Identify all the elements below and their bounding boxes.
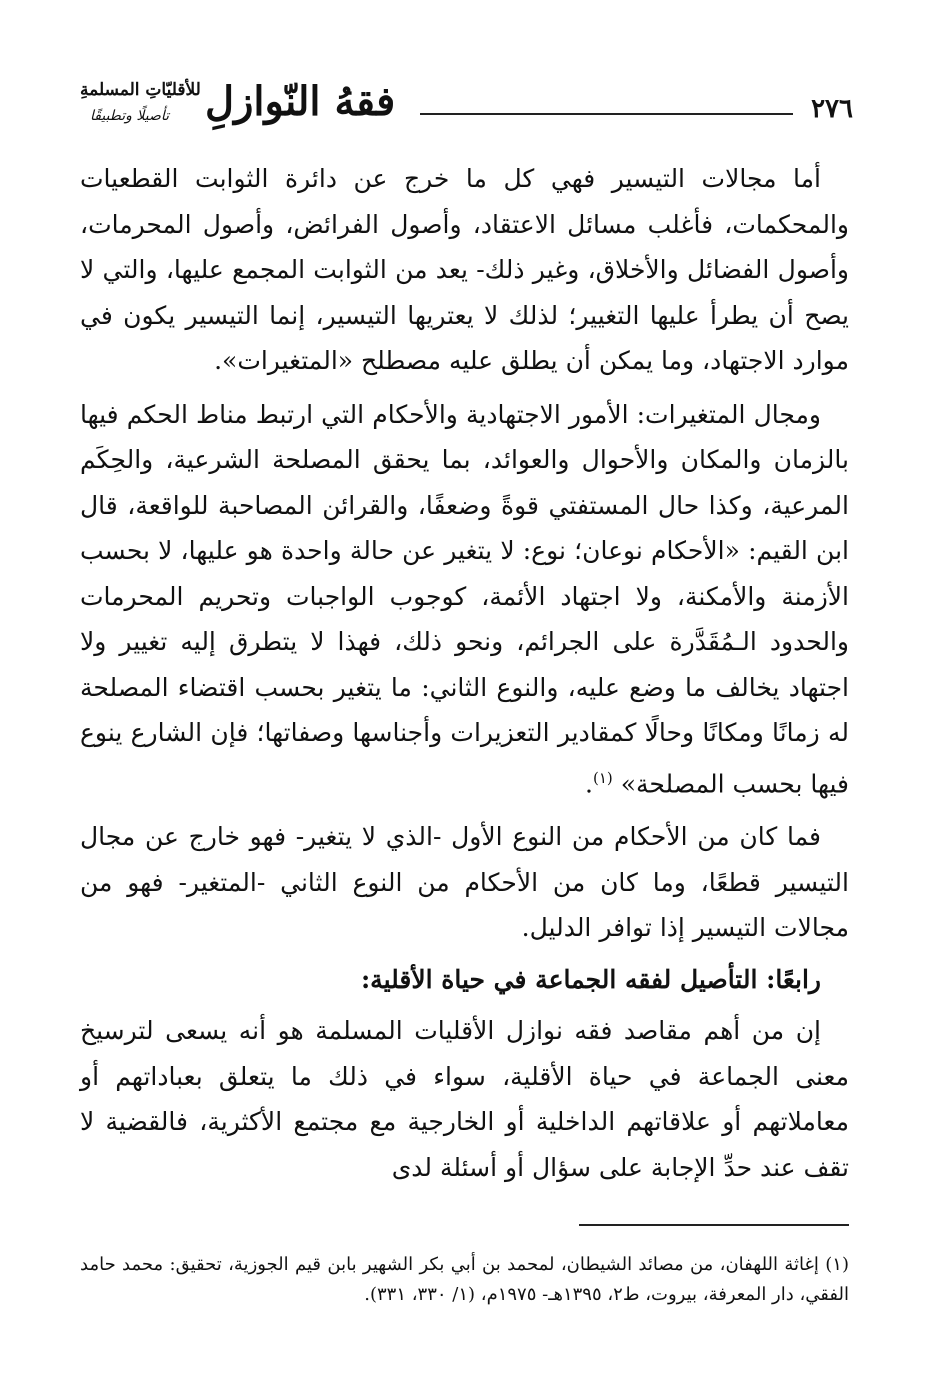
footnote-1: (١) إغاثة اللهفان، من مصائد الشيطان، لمحمد بن أبي بكر الشهير بابن قيم الجوزية، تحقيق: محمد حامد الفقي، دار المعرفة، بيروت، ط٢، ١٣٩٥هـ- ١٩٧٥م، (١/ ٣٣٠، ٣٣١).: [80, 1254, 849, 1305]
footnotes: [80, 1250, 849, 1310]
footnote-rule: [579, 1224, 849, 1226]
paragraph-2-end: .: [585, 768, 593, 798]
header-rule: [420, 113, 793, 115]
book-title-logo: [70, 70, 420, 146]
book-title-side: للأقليّاتِ المسلمةِ: [80, 80, 201, 100]
body-text: [80, 156, 849, 1190]
paragraph-1: أما مجالات التيسير فهي كل ما خرج عن دائرة الثوابت القطعيات والمحكمات، فأغلب مسائل الاعتقاد، وأصول الفرائض، وأصول المحرمات، وأصول الفضائل والأخلاق، وغير ذلك- يعد من الثوابت المجمع عليها، والتي لا يصح أن يطرأ عليها التغيير؛ لذلك لا يعتريها التيسير، إنما التيسير يكون في موارد الاجتهاد، وما يمكن أن يطلق عليه مصطلح «المتغيرات».: [80, 164, 849, 375]
paragraph-2-text: ومجال المتغيرات: الأمور الاجتهادية والأحكام التي ارتبط مناط الحكم فيها بالزمان والمكان والأحوال والعوائد، بما يحقق المصلحة الشرعية، والحِكَم المرعية، وكذا حال المستفتي قوةً وضعفًا، والقرائن المصاحبة للواقعة، قال ابن القيم: «الأحكام نوعان؛ نوع: لا يتغير عن حالة واحدة هو عليها، لا بحسب الأزمنة والأمكنة، ولا اجتهاد الأئمة، كوجوب الواجبات وتحريم المحرمات والحدود الـمُقَدَّرة على الجرائم، ونحو ذلك، فهذا لا يتطرق إليه تغيير ولا اجتهاد يخالف ما وضع عليه، والنوع الثاني: ما يتغير بحسب اقتضاء المصلحة له زمانًا ومكانًا وحالًا كمقادير التعزيرات وأجناسها وصفاتها؛ فإن الشارع ينوع فيها بحسب المصلحة»: [80, 399, 849, 798]
paragraph-2: [80, 392, 849, 807]
section-heading: رابعًا: التأصيل لفقه الجماعة في حياة الأقلية:: [360, 964, 821, 994]
page-number: ٢٧٦: [811, 94, 853, 124]
paragraph-3: فما كان من الأحكام من النوع الأول -الذي لا يتغير- فهو خارج عن مجال التيسير قطعًا، وما كان من الأحكام من النوع الثاني -المتغير- فهو من مجالات التيسير إذا توافر الدليل.: [80, 822, 849, 943]
book-title-main: فقهُ النّوازلِ: [205, 78, 396, 125]
footnote-ref-1[interactable]: (١): [592, 768, 613, 787]
book-title-sub: تأصيلًا وتطبيقًا: [90, 108, 170, 124]
paragraph-4: إن من أهم مقاصد فقه نوازل الأقليات المسلمة هو أنه يسعى لترسيخ معنى الجماعة في حياة الأقلية، سواء في ذلك ما يتعلق بعباداتهم أو معاملاتهم أو علاقاتهم الداخلية أو الخارجية مع مجتمع الأكثرية، فالقضية لا تقف عند حدِّ الإجابة على سؤال أو أسئلة لدى: [80, 1016, 849, 1182]
page-header: [70, 70, 863, 146]
